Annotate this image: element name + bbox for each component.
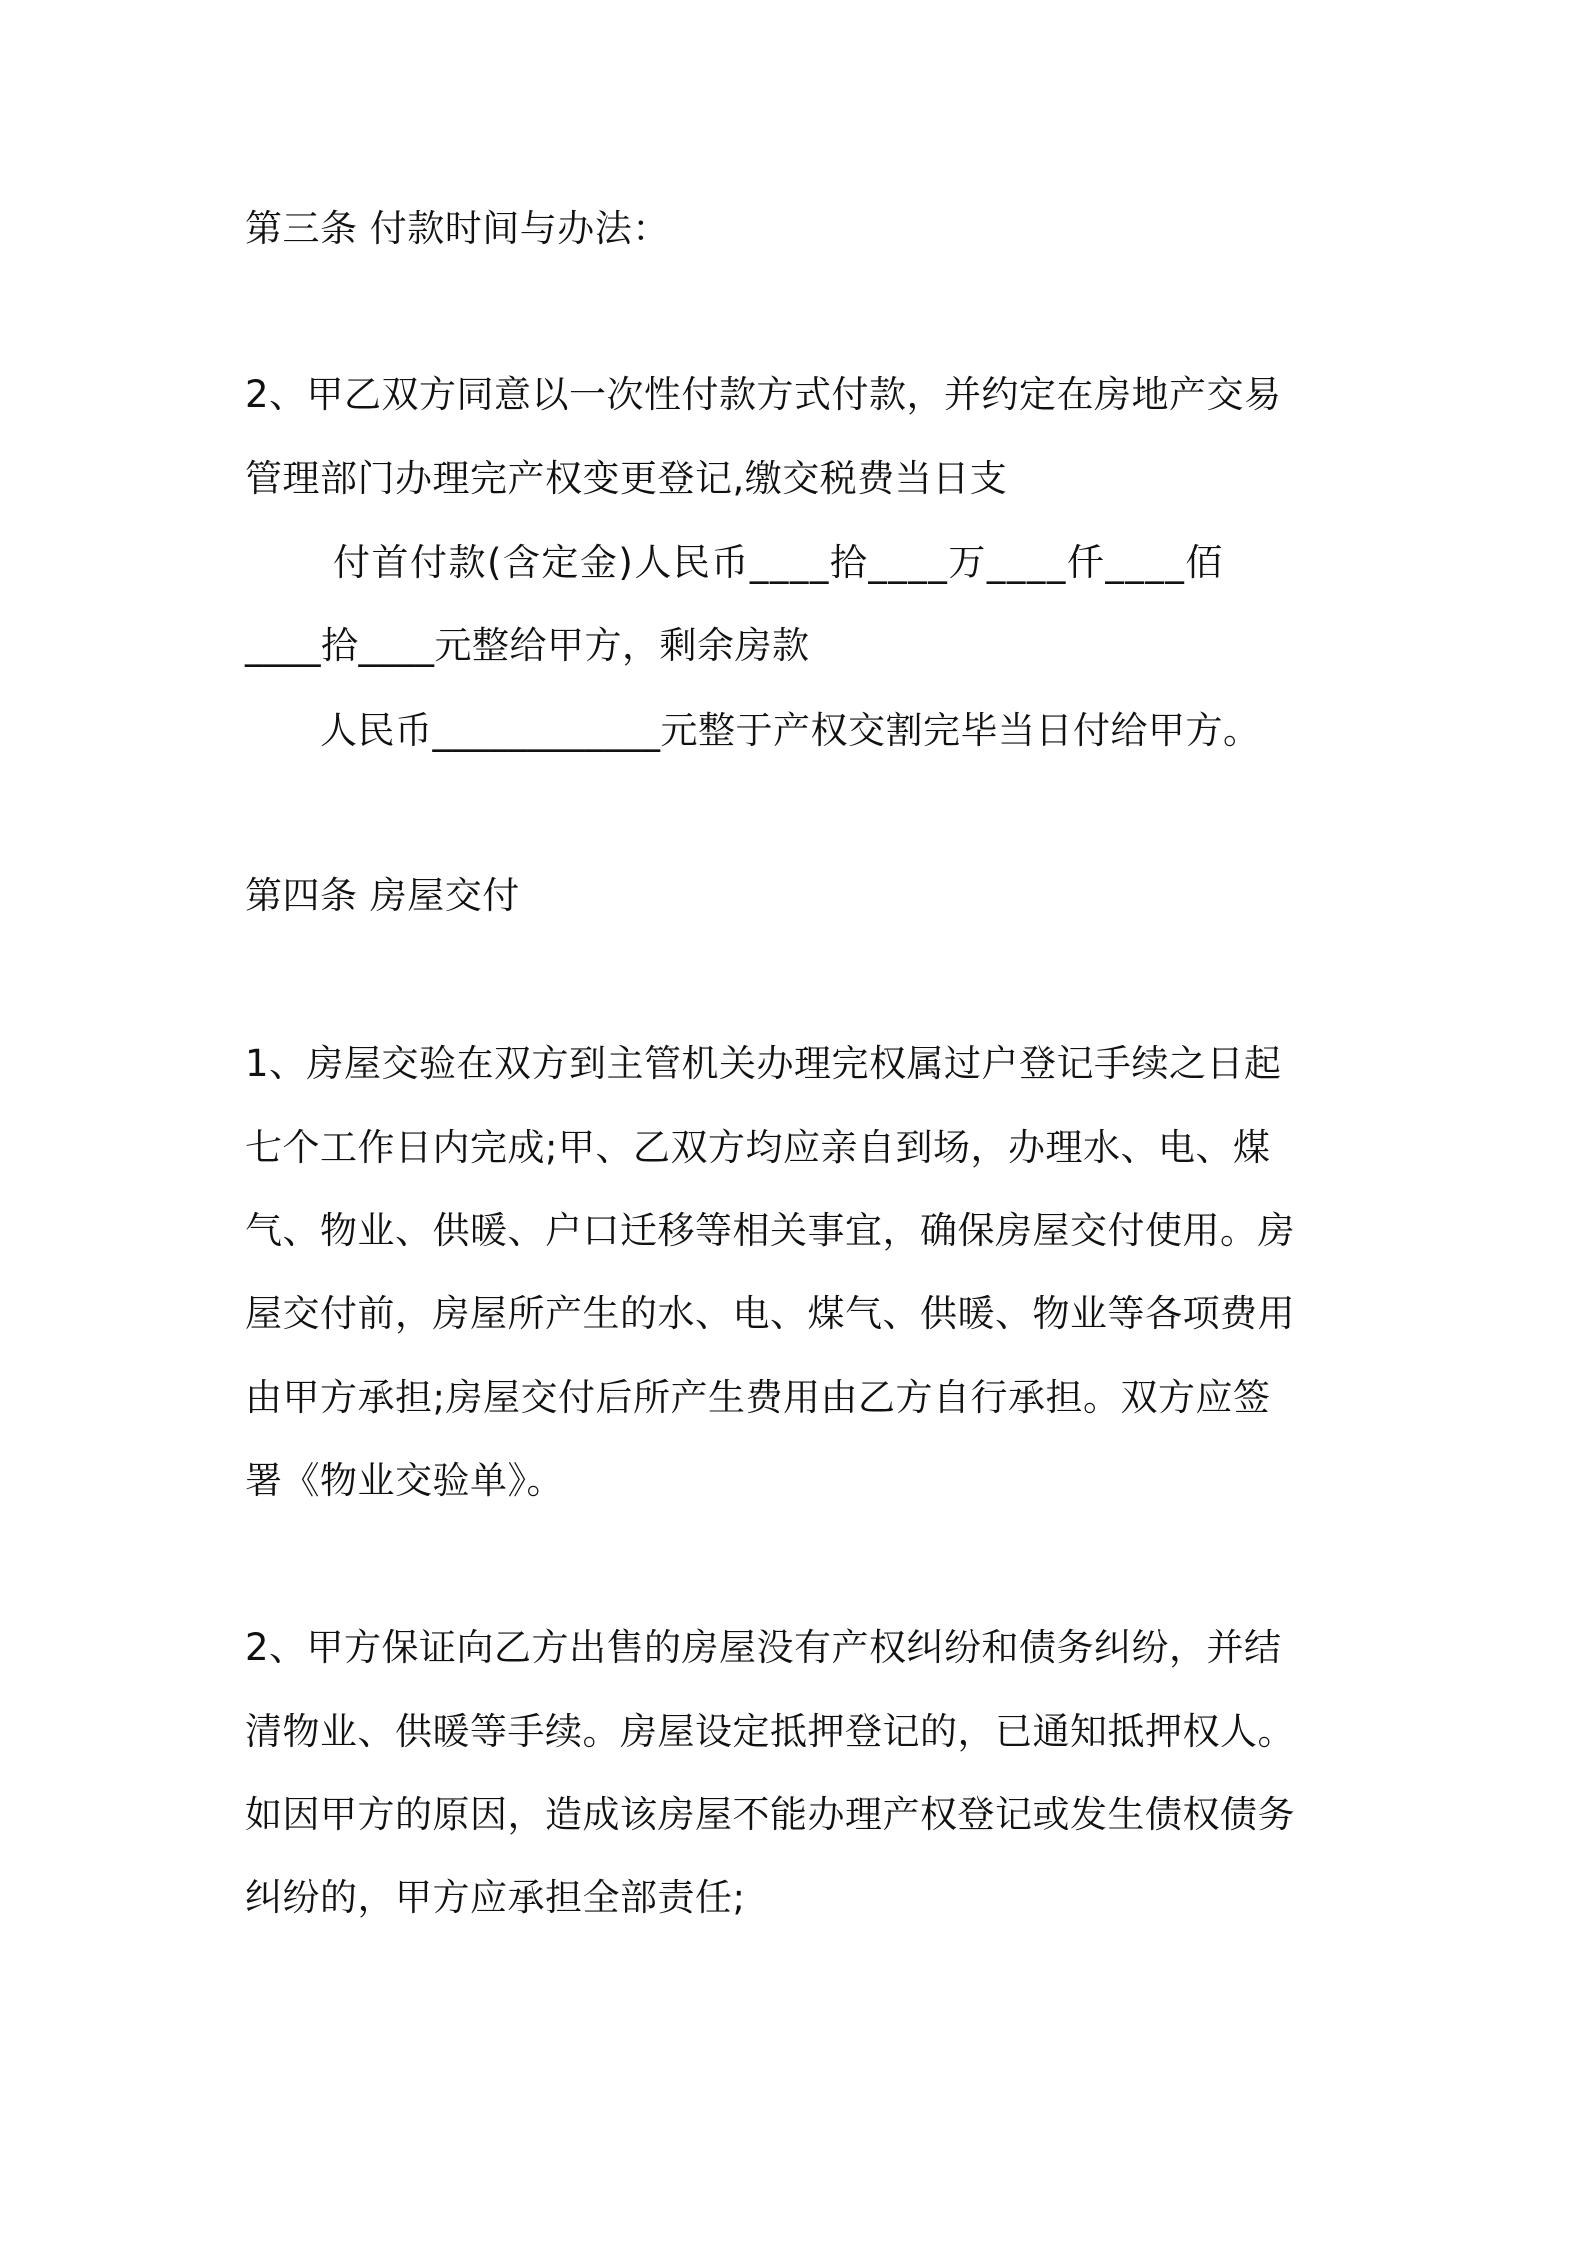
article-3-clause-2-line-4: ____拾____元整给甲方，剩余房款 — [245, 624, 810, 667]
article-4-clause-2-line-4: 纠纷的，甲方应承担全部责任; — [245, 1876, 746, 1919]
article-4-clause-1-line-1: 1、房屋交验在双方到主管机关办理完权属过户登记手续之日起 — [245, 1042, 1282, 1085]
article-4-clause-1-line-3: 气、物业、供暖、户口迁移等相关事宜，确保房屋交付使用。房 — [245, 1209, 1295, 1252]
article-3-clause-2-line-1: 2、甲乙双方同意以一次性付款方式付款，并约定在房地产交易 — [245, 373, 1282, 416]
article-4-clause-1-line-2: 七个工作日内完成;甲、乙双方均应亲自到场，办理水、电、煤 — [245, 1126, 1271, 1169]
article-3-clause-2-line-2: 管理部门办理完产权变更登记,缴交税费当日支 — [245, 457, 1008, 500]
article-4-clause-2-line-2: 清物业、供暖等手续。房屋设定抵押登记的，已通知抵押权人。 — [245, 1710, 1295, 1753]
article-3-clause-2-line-5: 人民币____________元整于产权交割完毕当日付给甲方。 — [320, 709, 1261, 752]
article-3-clause-2-line-3: 付首付款(含定金)人民币____拾____万____仟____佰 — [333, 541, 1224, 584]
article-4-clause-2-line-3: 如因甲方的原因，造成该房屋不能办理产权登记或发生债权债务 — [245, 1793, 1295, 1836]
article-3-title: 第三条 付款时间与办法： — [245, 207, 670, 250]
article-4-clause-1-line-5: 由甲方承担;房屋交付后所产生费用由乙方自行承担。双方应签 — [245, 1376, 1271, 1419]
article-4-clause-2-line-1: 2、甲方保证向乙方出售的房屋没有产权纠纷和债务纠纷，并结 — [245, 1626, 1282, 1669]
article-4-title: 第四条 房屋交付 — [245, 874, 520, 917]
article-4-clause-1-line-6: 署《物业交验单》。 — [245, 1459, 564, 1502]
article-4-clause-1-line-4: 屋交付前，房屋所产生的水、电、煤气、供暖、物业等各项费用 — [245, 1292, 1295, 1335]
